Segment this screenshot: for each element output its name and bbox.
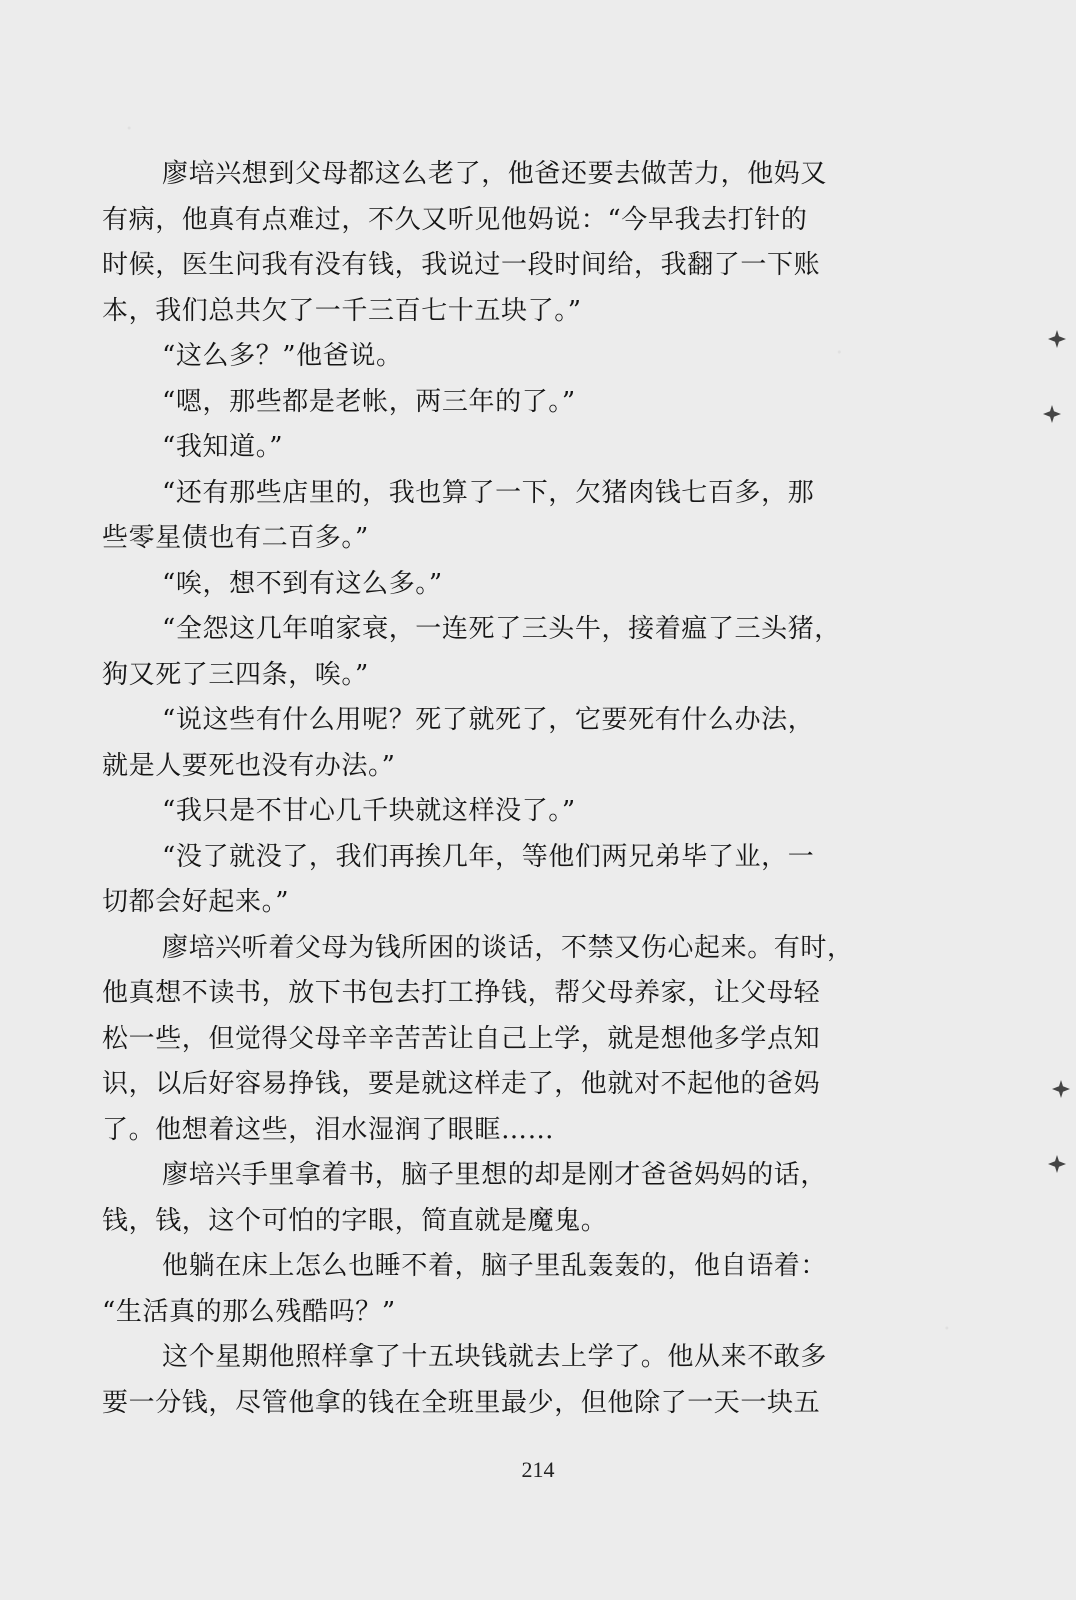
text-line: 廖培兴听着父母为钱所困的谈话，不禁又伤心起来。有时， bbox=[162, 932, 854, 963]
scan-mark-icon bbox=[1052, 1080, 1070, 1098]
text-line: 狗又死了三四条，唉。” bbox=[102, 659, 369, 690]
text-line: “没了就没了，我们再挨几年，等他们两兄弟毕了业，一 bbox=[162, 841, 815, 872]
scan-mark-icon bbox=[1048, 330, 1066, 348]
text-line: 切都会好起来。” bbox=[102, 887, 290, 917]
text-line: 廖培兴手里拿着书，脑子里想的却是刚才爸爸妈妈的话， bbox=[162, 1160, 828, 1190]
text-line: “生活真的那么残酷吗？” bbox=[102, 1296, 396, 1327]
text-line: “这么多？”他爸说。 bbox=[162, 341, 403, 371]
text-line: 廖培兴想到父母都这么老了，他爸还要去做苦力，他妈又 bbox=[162, 159, 828, 189]
text-line: 他真想不读书，放下书包去打工挣钱，帮父母养家，让父母轻 bbox=[102, 978, 821, 1008]
body-text bbox=[102, 152, 937, 1426]
text-line: “全怨这几年咱家衰，一连死了三头牛，接着瘟了三头猪， bbox=[162, 614, 841, 644]
scan-mark-icon bbox=[1048, 1155, 1066, 1173]
text-line: “我只是不甘心几千块就这样没了。” bbox=[162, 796, 576, 826]
text-line: 有病，他真有点难过，不久又听见他妈说：“今早我去打针的 bbox=[102, 204, 808, 235]
text-line: 钱，钱，这个可怕的字眼，简直就是魔鬼。 bbox=[102, 1205, 608, 1236]
text-line: 就是人要死也没有办法。” bbox=[102, 750, 396, 781]
text-line: 了。他想着这些，泪水湿润了眼眶…… bbox=[102, 1114, 555, 1145]
text-line: 些零星债也有二百多。” bbox=[102, 523, 369, 553]
text-line: 识，以后好容易挣钱，要是就这样走了，他就对不起他的爸妈 bbox=[102, 1069, 821, 1099]
text-line: 时候，医生问我有没有钱，我说过一段时间给，我翻了一下账 bbox=[102, 250, 821, 280]
scan-mark-icon bbox=[1043, 405, 1061, 423]
text-line: 要一分钱，尽管他拿的钱在全班里最少，但他除了一天一块五 bbox=[102, 1387, 821, 1418]
text-line: “还有那些店里的，我也算了一下，欠猪肉钱七百多，那 bbox=[162, 477, 815, 508]
text-line: 这个星期他照样拿了十五块钱就去上学了。他从来不敢多 bbox=[162, 1342, 828, 1372]
text-line: “嗯，那些都是老帐，两三年的了。” bbox=[162, 386, 576, 417]
text-line: “我知道。” bbox=[162, 432, 284, 462]
text-line: 他躺在床上怎么也睡不着，脑子里乱轰轰的，他自语着： bbox=[162, 1251, 828, 1281]
text-line: “说这些有什么用呢？死了就死了，它要死有什么办法， bbox=[162, 705, 815, 735]
text-line: “唉，想不到有这么多。” bbox=[162, 568, 443, 599]
page-number: 214 bbox=[521, 1457, 555, 1482]
text-line: 松一些，但觉得父母辛辛苦苦让自己上学，就是想他多学点知 bbox=[102, 1023, 821, 1054]
text-line: 本，我们总共欠了一千三百七十五块了。” bbox=[102, 295, 582, 326]
